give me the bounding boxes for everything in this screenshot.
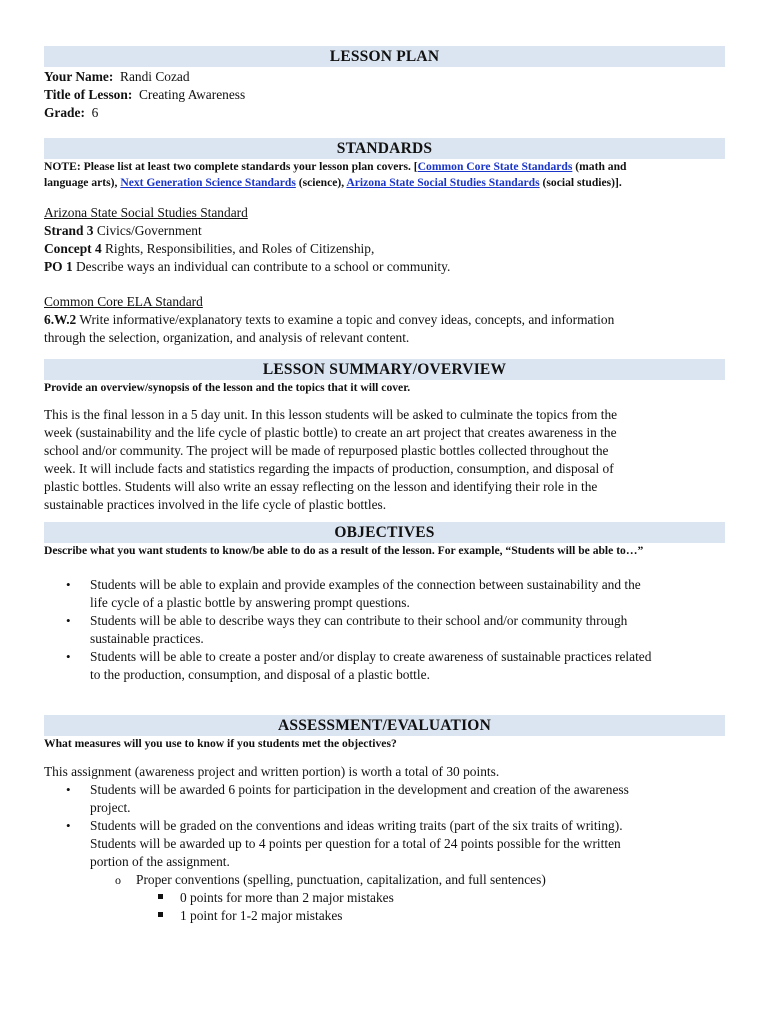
summary-prompt: Provide an overview/synopsis of the lesson and the topics that it will cover.	[44, 381, 411, 394]
objective-text: to the production, consumption, and disposal of a plastic bottle.	[90, 667, 430, 682]
standards-note-text: (math and	[572, 160, 627, 173]
grade-label: Grade:	[44, 105, 85, 120]
ela-standard-title: Common Core ELA Standard	[44, 294, 203, 309]
po-line	[44, 258, 725, 276]
assessment-text: portion of the assignment.	[90, 854, 230, 869]
standards-note-text: language arts),	[44, 176, 121, 189]
list-item	[44, 576, 725, 612]
summary-line: week. It will include facts and statistics regarding the impacts of production, consumption, and disposal of	[44, 461, 614, 476]
square-bullet-icon	[158, 912, 163, 917]
common-core-link[interactable]: Common Core State Standards	[417, 160, 573, 173]
strand-line	[44, 222, 725, 240]
sub-sub-list-item	[44, 889, 725, 907]
grade-line	[44, 104, 725, 122]
ela-line-2: through the selection, organization, and analysis of relevant content.	[44, 330, 410, 345]
po-label: PO 1	[44, 259, 73, 274]
section-header-summary: LESSON SUMMARY/OVERVIEW	[44, 359, 725, 380]
ela-text: Write informative/explanatory texts to examine a topic and convey ideas, concepts, and information	[76, 312, 615, 327]
sub-list-item	[44, 871, 725, 889]
objective-text: • Students will be able to explain and provide examples of the connection between sustainability and the	[90, 577, 641, 592]
sub-bullet-marker: o	[115, 873, 121, 887]
assessment-text: • Students will be awarded 6 points for participation in the development and creation of the awareness	[90, 782, 629, 797]
lesson-title-label: Title of Lesson:	[44, 87, 133, 102]
your-name-line	[44, 68, 725, 86]
standards-note	[44, 159, 725, 191]
grade-value: 6	[91, 105, 99, 120]
standards-note-text: (science),	[295, 176, 347, 189]
summary-line: school and/or community. The project will be made of repurposed plastic bottles collected throughout the	[44, 443, 609, 458]
concept-line	[44, 240, 725, 258]
concept-label: Concept 4	[44, 241, 102, 256]
lesson-title-value: Creating Awareness	[138, 87, 246, 102]
your-name-value: Randi Cozad	[120, 69, 190, 84]
summary-line: This is the final lesson in a 5 day unit. In this lesson students will be asked to culminate the topics from the	[44, 407, 618, 422]
objectives-list	[44, 576, 725, 684]
section-header-assessment: ASSESSMENT/EVALUATION	[44, 715, 725, 736]
arizona-standards-link[interactable]: Arizona State Social Studies Standards	[346, 176, 540, 189]
summary-line: week (sustainability and the life cycle of plastic bottle) to create an art project that creates awareness in the	[44, 425, 617, 440]
list-item	[44, 781, 725, 817]
concept-text: Rights, Responsibilities, and Roles of Citizenship,	[101, 241, 375, 256]
objectives-prompt: Describe what you want students to know/be able to do as a result of the lesson. For example, “Students will be able to…”	[44, 544, 644, 557]
standards-note-text: (social studies)].	[539, 176, 622, 189]
summary-line: plastic bottles. Students will also write an essay reflecting on the lesson and identifying their role in the	[44, 479, 598, 494]
objective-text: sustainable practices.	[90, 631, 204, 646]
po-text: Describe ways an individual can contribute to a school or community.	[72, 259, 451, 274]
assessment-list	[44, 781, 725, 871]
section-header-lesson-plan: LESSON PLAN	[44, 46, 725, 67]
assessment-text: • Students will be graded on the conventions and ideas writing traits (part of the six traits of writing).	[90, 818, 623, 833]
list-item	[44, 817, 725, 871]
ngss-link[interactable]: Next Generation Science Standards	[120, 176, 296, 189]
sub-item-text: Proper conventions (spelling, punctuation, capitalization, and full sentences)	[136, 872, 546, 887]
square-bullet-icon	[158, 894, 163, 899]
objective-text: • Students will be able to create a poster and/or display to create awareness of sustainable practices related	[90, 649, 652, 664]
lesson-plan-document	[44, 46, 725, 925]
objective-text: • Students will be able to describe ways they can contribute to their school and/or community through	[90, 613, 628, 628]
lesson-title-line	[44, 86, 725, 104]
list-item	[44, 648, 725, 684]
assessment-prompt: What measures will you use to know if you students met the objectives?	[44, 737, 397, 750]
assessment-text: project.	[90, 800, 131, 815]
summary-paragraph	[44, 406, 725, 514]
sub-sub-item-text: 1 point for 1-2 major mistakes	[180, 908, 343, 923]
sub-sub-list-item	[44, 907, 725, 925]
arizona-standard-title: Arizona State Social Studies Standard	[44, 205, 248, 220]
standards-note-text: NOTE: Please list at least two complete standards your lesson plan covers. [	[44, 160, 418, 173]
objective-text: life cycle of a plastic bottle by answering prompt questions.	[90, 595, 410, 610]
ela-label: 6.W.2	[44, 312, 77, 327]
ela-line-1	[44, 311, 725, 329]
assessment-intro: This assignment (awareness project and written portion) is worth a total of 30 points.	[44, 764, 500, 779]
your-name-label: Your Name:	[44, 69, 114, 84]
strand-text: Civics/Government	[93, 223, 202, 238]
summary-line: sustainable practices involved in the life cycle of plastic bottles.	[44, 497, 387, 512]
strand-label: Strand 3	[44, 223, 94, 238]
sub-sub-item-text: 0 points for more than 2 major mistakes	[180, 890, 394, 905]
section-header-objectives: OBJECTIVES	[44, 522, 725, 543]
assessment-text: Students will be awarded up to 4 points per question for a total of 24 points possible for the written	[90, 836, 621, 851]
section-header-standards: STANDARDS	[44, 138, 725, 159]
list-item	[44, 612, 725, 648]
